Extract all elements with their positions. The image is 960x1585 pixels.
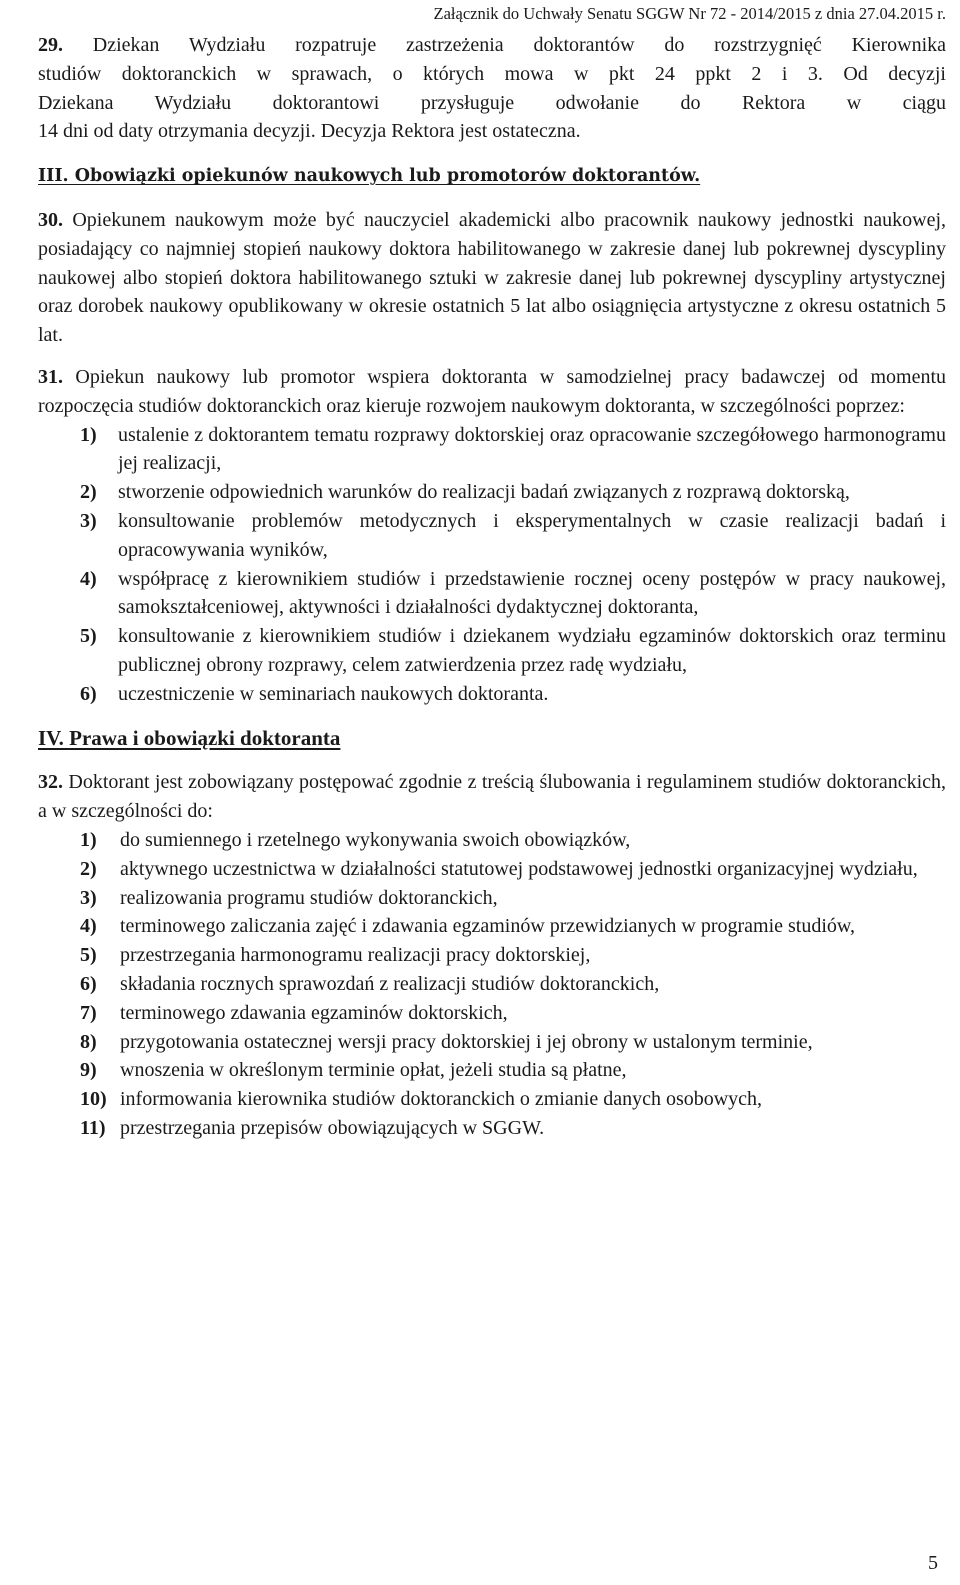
section-heading-4: IV. Prawa i obowiązki doktoranta — [38, 725, 341, 750]
list-item — [38, 421, 946, 479]
list-item — [38, 1028, 946, 1057]
list-31 — [38, 421, 946, 709]
list-item — [38, 478, 946, 507]
list-item-text: składania rocznych sprawozdań z realizacji studiów doktoranckich, — [120, 972, 660, 995]
list-item-text: realizowania programu studiów doktoranckich, — [120, 886, 498, 909]
list-item — [38, 941, 946, 970]
list-item-number: 5) — [80, 625, 97, 648]
list-item — [38, 565, 946, 623]
document-body — [38, 31, 946, 1143]
list-item-number: 11) — [80, 1116, 106, 1139]
list-item-text: współpracę z kierownikiem studiów i przedstawienie rocznej oceny postępów w pracy naukowej, samokształceniowej, aktywności i działalności dydaktycznej doktoranta, — [118, 567, 946, 619]
list-item-text: uczestniczenie w seminariach naukowych doktoranta. — [118, 682, 549, 705]
paragraph-29 — [38, 31, 946, 146]
list-item-number: 2) — [80, 481, 97, 504]
list-item-text: stworzenie odpowiednich warunków do realizacji badań związanych z rozprawą doktorską, — [118, 481, 850, 504]
section-heading-3: III. Obowiązki opiekunów naukowych lub promotorów doktorantów. — [38, 166, 701, 187]
list-item-text: konsultowanie z kierownikiem studiów i dziekanem wydziału egzaminów doktorskich oraz terminu publicznej obrony rozprawy, celem zatwierdzenia przez radę wydziału, — [118, 625, 946, 676]
list-item-number: 1) — [80, 423, 97, 446]
list-item-number: 7) — [80, 1001, 97, 1024]
paragraph-31 — [38, 363, 946, 709]
list-item-text: terminowego zaliczania zajęć i zdawania egzaminów przewidzianych w programie studiów, — [120, 915, 856, 938]
list-item-text: przestrzegania przepisów obowiązujących w SGGW. — [120, 1116, 545, 1139]
list-item — [38, 507, 946, 565]
paragraph-text: studiów doktoranckich w sprawach, o których mowa w pkt 24 ppkt 2 i 3. Od decyzji — [38, 62, 946, 85]
list-item-number: 3) — [80, 886, 97, 909]
list-item-number: 5) — [80, 944, 97, 967]
paragraph-number: 29. — [38, 34, 63, 56]
list-item-number: 1) — [80, 828, 97, 851]
list-item-number: 3) — [80, 509, 97, 532]
page-header: Załącznik do Uchwały Senatu SGGW Nr 72 - 2014/2015 z dnia 27.04.2015 r. — [433, 4, 946, 23]
list-item — [38, 1085, 946, 1114]
list-item-text: konsultowanie problemów metodycznych i eksperymentalnych w czasie realizacji badań i opracowywania wyników, — [118, 509, 946, 561]
paragraph-number: 32. — [38, 771, 63, 794]
list-item — [38, 680, 946, 709]
list-item-number: 6) — [80, 682, 97, 705]
list-item — [38, 884, 946, 913]
page-number: 5 — [928, 1552, 938, 1574]
list-item-number: 2) — [80, 857, 97, 880]
list-32 — [38, 826, 946, 1143]
paragraph-text: Dziekan Wydziału rozpatruje zastrzeżenia doktorantów do rozstrzygnięć Kierownika — [92, 34, 946, 56]
list-item-number: 4) — [80, 915, 97, 938]
list-item — [38, 1056, 946, 1085]
paragraph-30 — [38, 206, 946, 350]
list-item — [38, 999, 946, 1028]
list-item-text: aktywnego uczestnictwa w działalności statutowej podstawowej jednostki organizacyjnej wydziału, — [120, 857, 918, 880]
list-item-text: terminowego zdawania egzaminów doktorskich, — [120, 1001, 508, 1024]
list-item-text: wnoszenia w określonym terminie opłat, jeżeli studia są płatne, — [120, 1059, 627, 1082]
list-item-text: przygotowania ostatecznej wersji pracy doktorskiej i jej obrony w ustalonym terminie, — [120, 1030, 813, 1053]
paragraph-text: Opiekun naukowy lub promotor wspiera doktoranta w samodzielnej pracy badawczej od momentu rozpoczęcia studiów doktoranckich oraz kieruje rozwojem naukowym doktoranta, w szczególności poprzez: — [38, 365, 947, 417]
paragraph-32 — [38, 768, 946, 1142]
list-item-text: informowania kierownika studiów doktoranckich o zmianie danych osobowych, — [120, 1088, 763, 1111]
list-item-number: 10) — [80, 1088, 107, 1111]
list-item-number: 8) — [80, 1030, 97, 1053]
paragraph-number: 31. — [38, 365, 63, 388]
list-item-text: przestrzegania harmonogramu realizacji pracy doktorskiej, — [120, 944, 591, 967]
list-item — [38, 826, 946, 855]
list-item — [38, 622, 946, 680]
list-item — [38, 855, 946, 884]
list-item-number: 4) — [80, 567, 97, 590]
list-item-number: 6) — [80, 972, 97, 995]
paragraph-text: 14 dni od daty otrzymania decyzji. Decyzja Rektora jest ostateczna. — [38, 120, 581, 143]
list-item — [38, 912, 946, 941]
paragraph-text: Dziekana Wydziału doktorantowi przysługuje odwołanie do Rektora w ciągu — [38, 91, 946, 114]
paragraph-number: 30. — [38, 208, 63, 231]
list-item-text: ustalenie z doktorantem tematu rozprawy doktorskiej oraz opracowanie szczegółowego harmonogramu jej realizacji, — [118, 423, 946, 475]
list-item-number: 9) — [80, 1059, 97, 1082]
list-item — [38, 970, 946, 999]
paragraph-text: Opiekunem naukowym może być nauczyciel akademicki albo pracownik naukowy jednostki naukowej, posiadający co najmniej stopień naukowy doktora habilitowanego w zakresie danej lub pokrewnej dyscypliny naukowej albo stopień doktora habilitowanego sztuki w zakresie danej lub pokrewnej dyscypliny artystycznej oraz dorobek naukowy opublikowany w okresie ostatnich 5 lat albo osiągnięcia artystyczne z okresu ostatnich 5 lat. — [38, 208, 946, 347]
list-item — [38, 1114, 946, 1143]
list-item-text: do sumiennego i rzetelnego wykonywania swoich obowiązków, — [120, 828, 631, 851]
paragraph-text: Doktorant jest zobowiązany postępować zgodnie z treścią ślubowania i regulaminem studiów doktoranckich, a w szczególności do: — [38, 771, 947, 823]
